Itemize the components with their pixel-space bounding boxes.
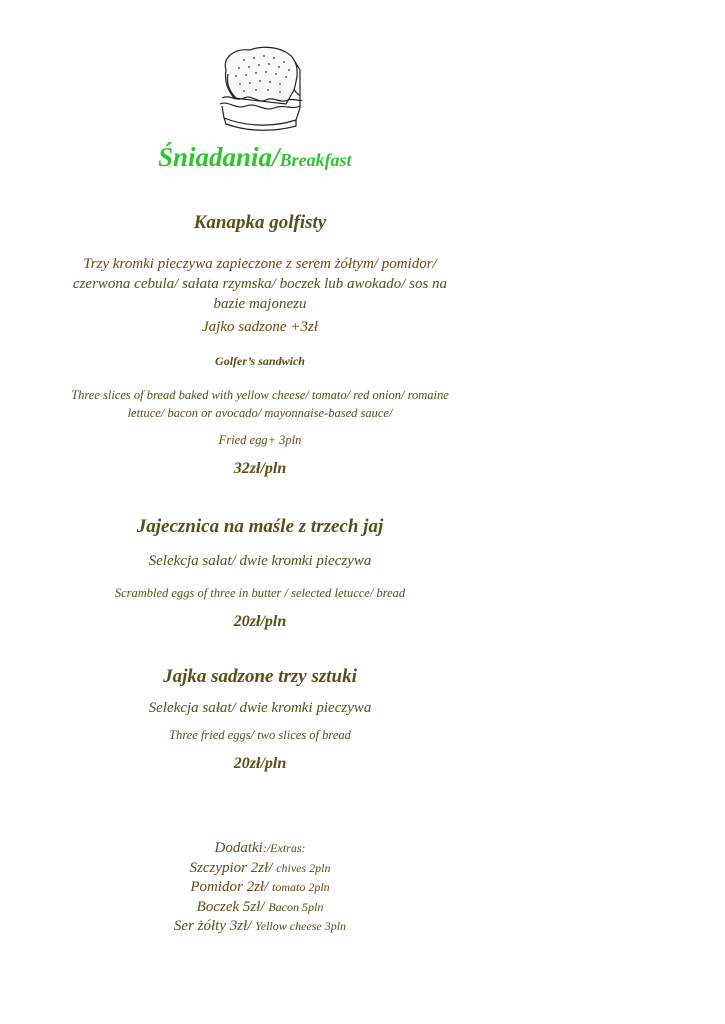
description-line: bazie majonezu [213,296,307,312]
description-line: czerwona cebula/ sałata rzymska/ boczek lub awokado/ sos na [72,276,448,292]
dish-description-pl: Selekcja sałat/ dwie kromki pieczywa [148,553,372,569]
description-line: Three slices of bread baked with yellow cheese/ tomato/ red onion/ romaine [71,388,449,402]
dish-description-en: Scrambled eggs of three in butter / selected letucce/ bread [114,586,406,600]
sandwich-icon [214,40,304,135]
dish-extra-en: Fried egg+ 3pln [218,433,302,447]
extras-heading [0,839,520,859]
extras-section [0,839,520,937]
page-title-en: Breakfast [279,150,352,170]
extras-item: Ser żółty 3zł/ Yellow cheese 3pln [173,918,347,934]
extras-heading-en: :/Extras: [262,841,306,855]
dish-price: 32zł/pln [233,460,287,477]
dish-price: 20zł/pln [233,613,287,630]
dish-description-pl [0,254,520,314]
dish-extra-pl: Jajko sadzone +3zł [202,319,318,335]
dish-price: 20zł/pln [233,755,287,772]
dish-description-pl: Selekcja sałat/ dwie kromki pieczywa [148,700,372,716]
dish-title-en: Golfer’s sandwich [215,354,305,368]
dish-description-en: Three fried eggs/ two slices of bread [169,728,351,742]
extras-item: Szczypior 2zł/ chives 2pln [189,859,331,876]
description-line: Trzy kromki pieczywa zapieczone z serem żółtym/ pomidor/ [83,256,437,272]
page-title-pl: Śniadania/ [158,142,280,172]
extras-heading-pl: Dodatki [214,840,263,856]
dish-title: Kanapka golfisty [193,212,327,233]
page-title [158,142,352,173]
dish-title: Jajka sadzone trzy sztuki [163,666,357,687]
dish-title: Jajecznica na maśle z trzech jaj [136,516,384,537]
extras-item: Boczek 5zł/ Bacon 5pln [196,898,324,915]
dish-description-en [0,386,520,422]
extras-item: Pomidor 2zł/ tomato 2pln [190,879,330,895]
description-line: lettuce/ bacon or avocado/ mayonnaise-based sauce/ [127,406,393,420]
